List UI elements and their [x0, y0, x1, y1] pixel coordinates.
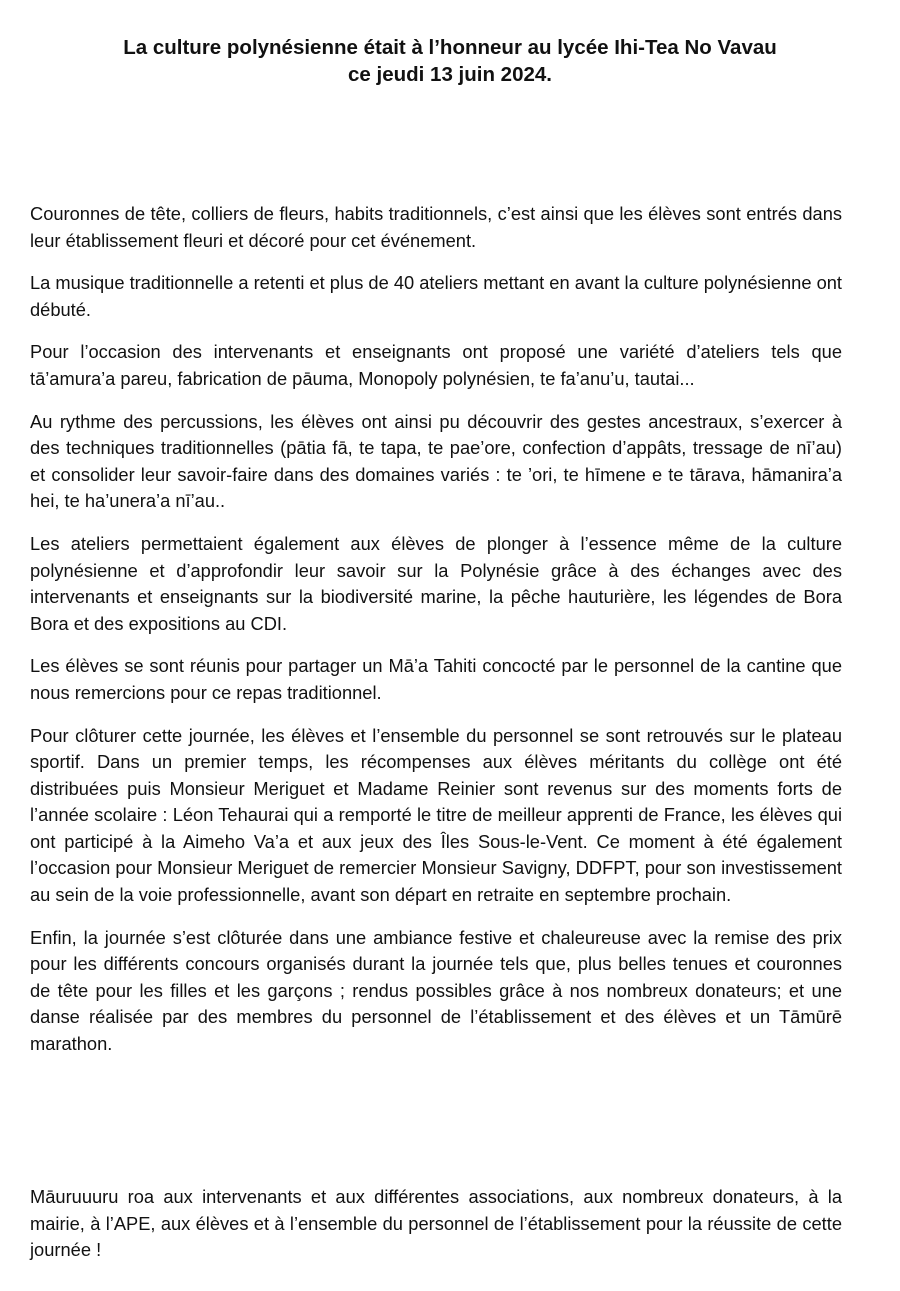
paragraph-workshops: Pour l’occasion des intervenants et enseignants ont proposé une variété d’ateliers tels que tā’amura’a pareu, fabrication de pāuma, Monopoly polynésien, te fa’anu’u, tautai...: [30, 341, 842, 389]
title-line-1: La culture polynésienne était à l’honneur au lycée Ihi-Tea No Vavau: [123, 36, 777, 59]
paragraph-festivities: Enfin, la journée s’est clôturée dans une ambiance festive et chaleureuse avec la remise des prix pour les différents concours organisés durant la journée tels que, plus belles tenues et couronnes de tête pour les filles et les garçons ; rendus possibles grâce à nos nombreux donateurs; et une danse réalisée par des membres du personnel de l’établissement et des élèves et un Tāmūrē marathon.: [30, 926, 842, 1055]
paragraph-intro: Couronnes de tête, colliers de fleurs, habits traditionnels, c’est ainsi que les élèves sont entrés dans leur établissement fleuri et décoré pour cet événement.: [30, 203, 842, 251]
document-title: [20, 34, 880, 88]
paragraph-closing-ceremony: Pour clôturer cette journée, les élèves et l’ensemble du personnel se sont retrouvés sur le plateau sportif. Dans un premier temps, les récompenses aux élèves méritants du collège ont été distribuées puis Monsieur Meriguet et Madame Reinier sont revenus sur des moments forts de l’année scolaire : Léon Tehaurai qui a remporté le titre de meilleur apprenti de France, les élèves qui ont participé à la Aimeho Va’a et aux jeux des Îles Sous-le-Vent. Ce moment à été également l’occasion pour Monsieur Meriguet de remercier Monsieur Savigny, DDFPT, pour son investissement au sein de la voie professionnelle, avant son départ en retraite en septembre prochain.: [30, 724, 842, 906]
paragraph-music: La musique traditionnelle a retenti et plus de 40 ateliers mettant en avant la culture polynésienne ont débuté.: [30, 272, 842, 320]
title-line-2: ce jeudi 13 juin 2024.: [348, 63, 552, 86]
paragraph-thanks: Māuruuuru roa aux intervenants et aux différentes associations, aux nombreux donateurs, à la mairie, à l’APE, aux élèves et à l’ensemble du personnel de l’établissement pour la réussite de cette journée !: [30, 1186, 842, 1261]
paragraph-culture: Les ateliers permettaient également aux élèves de plonger à l’essence même de la culture polynésienne et d’approfondir leur savoir sur la Polynésie grâce à des échanges avec des intervenants et enseignants sur la biodiversité marine, la pêche hauturière, les légendes de Bora Bora et des expositions au CDI.: [30, 532, 842, 634]
paragraph-percussions: Au rythme des percussions, les élèves ont ainsi pu découvrir des gestes ancestraux, s’exercer à des techniques traditionnelles (pātia fā, te tapa, te pae’ore, confection d’appâts, tressage de nī’au) et consolider leur savoir-faire dans des domaines variés : te ’ori, te hīmene e te tārava, hāmanira’a hei, te ha’unera’a nī’au..: [30, 410, 842, 512]
paragraph-meal: Les élèves se sont réunis pour partager un Mā’a Tahiti concocté par le personnel de la cantine que nous remercions pour ce repas traditionnel.: [30, 655, 842, 703]
article-body: [30, 201, 842, 1074]
